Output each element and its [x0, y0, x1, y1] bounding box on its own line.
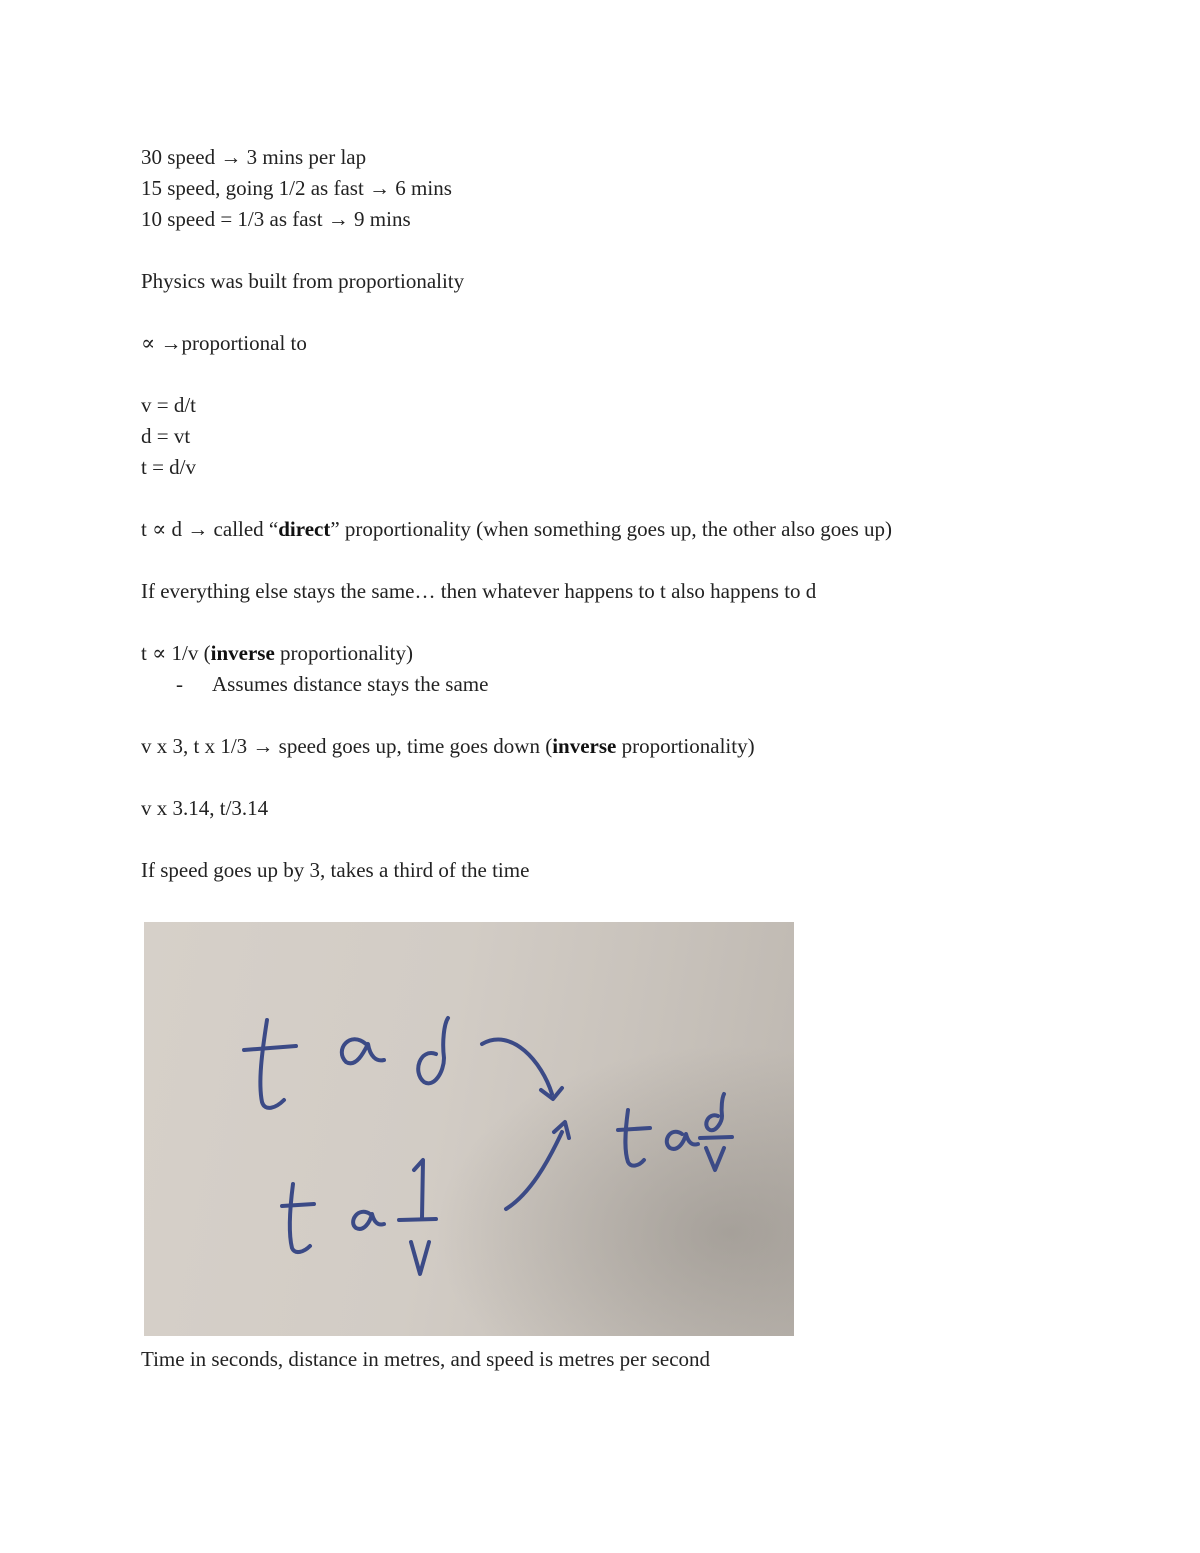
note-line-inverse: [141, 641, 413, 665]
note-line-3: 10 speed = 1/3 as fast → 9 mins: [141, 207, 411, 231]
speed-time-bold: inverse: [552, 734, 617, 758]
handwriting-svg: [144, 922, 794, 1336]
direct-prefix: t ∝ d → called “: [141, 517, 279, 541]
note-line-physics: Physics was built from proportionality: [141, 269, 465, 293]
speed-time-prefix: v x 3, t x 1/3 → speed goes up, time goes down (: [141, 734, 553, 758]
note-line-speed-time: [141, 734, 755, 758]
direct-suffix: ” proportionality (when something goes up, the other also goes up): [330, 517, 892, 541]
bullet-dash: -: [176, 672, 183, 696]
note-line-pi: v x 3.14, t/3.14: [141, 796, 269, 820]
note-line-2: 15 speed, going 1/2 as fast → 6 mins: [141, 176, 452, 200]
note-line-1: 30 speed → 3 mins per lap: [141, 145, 367, 169]
photo-caption: Time in seconds, distance in metres, and speed is metres per second: [141, 1347, 711, 1371]
note-line-proportional-symbol: ∝ →proportional to: [141, 331, 307, 355]
direct-bold: direct: [278, 517, 331, 541]
formula-time: t = d/v: [141, 455, 197, 479]
formula-velocity: v = d/t: [141, 393, 197, 417]
note-line-third: If speed goes up by 3, takes a third of the time: [141, 858, 530, 882]
bullet-text: Assumes distance stays the same: [212, 672, 489, 696]
speed-time-suffix: proportionality): [616, 734, 755, 758]
formula-distance: d = vt: [141, 424, 191, 448]
note-line-everything-else: If everything else stays the same… then whatever happens to t also happens to d: [141, 579, 817, 603]
inverse-bold: inverse: [210, 641, 275, 665]
inverse-prefix: t ∝ 1/v (: [141, 641, 211, 665]
whiteboard-photo: [144, 922, 794, 1336]
note-line-direct: [141, 517, 892, 541]
inverse-suffix: proportionality): [274, 641, 414, 665]
